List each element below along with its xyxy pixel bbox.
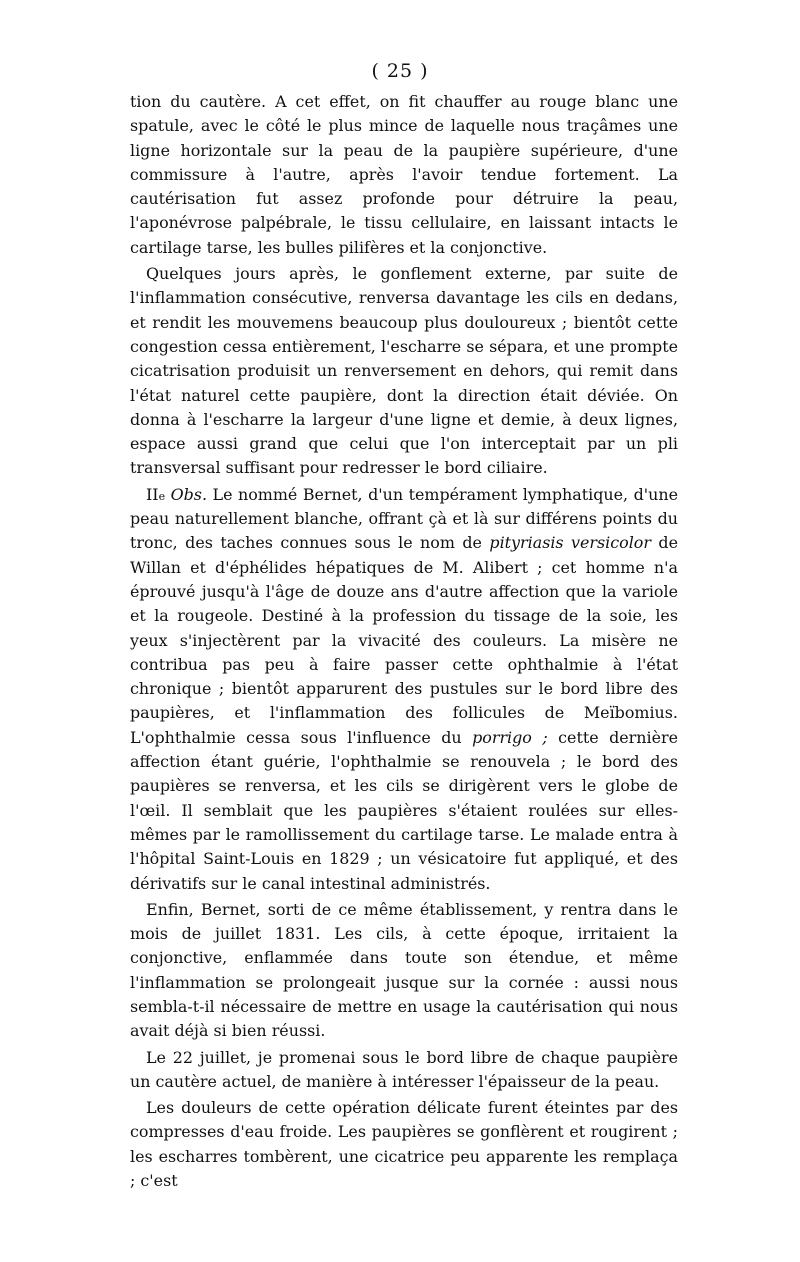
paragraph-1: tion du cautère. A cet effet, on fit chauffer au rouge blanc une spatule, avec le côté le plus mince de laquelle nous traçâmes une ligne horizontale sur la peau de la paupière supérieure, d'une commissure à l'autre, après l'avoir tendue fortement. La cautérisation fut assez profonde pour détruire la peau, l'aponévrose palpébrale, le tissu cellulaire, en laissant intacts le cartilage tarse, les bulles pilifères et la conjonctive.	[130, 92, 678, 257]
paragraph-3-text-b: de Willan et d'éphélides hépatiques de M. Alibert ; cet homme n'a éprouvé jusqu'à l'âge de douze ans d'autre affection que la variole et la rougeole. Destiné à la profession du tissage de la soie, les yeux s'injectèrent par la vivacité des couleurs. La misère ne contribua pas peu à faire passer cette ophthalmie à l'état chronique ; bientôt apparurent des pustules sur le bord libre des paupières, et l'inflammation des follicules de Meïbomius. L'ophthalmie cessa sous l'influence du	[130, 533, 678, 747]
pityriasis-term: pityriasis versicolor	[489, 533, 651, 553]
paragraph-5: Le 22 juillet, je promenai sous le bord libre de chaque paupière un cautère actuel, de manière à intéresser l'épaisseur de la peau.	[130, 1047, 678, 1091]
paragraph-3-text-c: cette dernière affection étant guérie, l'ophthalmie se renouvela ; le bord des paupières se renversa, et les cils se dirigèrent vers le globe de l'œil. Il semblait que les paupières s'étaient roulées sur elles-mêmes par le ramollissement du cartilage tarse. Le malade entra à l'hôpital Saint-Louis en 1829 ; un vésicatoire fut appliqué, et des dérivatifs sur le canal intestinal administrés.	[130, 727, 678, 893]
paragraph-3-text-a: Le nommé Bernet, d'un tempérament lymphatique, d'une peau naturellement blanche, offrant çà et là sur différens points du tronc, des taches connues sous le nom de	[130, 484, 678, 553]
observation-number: II	[146, 484, 159, 504]
paragraph-6: Les douleurs de cette opération délicate furent éteintes par des compresses d'eau froide. Les paupières se gonflèrent et rougirent ; les escharres tombèrent, une cicatrice peu apparente les remplaça ; c'est	[130, 1098, 678, 1191]
observation-label: Obs.	[170, 484, 207, 504]
porrigo-term: porrigo ;	[472, 727, 548, 747]
paragraph-4: Enfin, Bernet, sorti de ce même établissement, y rentra dans le mois de juillet 1831. Les cils, à cette époque, irritaient la conjonctive, enflammée dans toute son étendue, et même l'inflammation se prolongeait jusque sur la cornée : aussi nous sembla-t-il nécessaire de mettre en usage la cautérisation qui nous avait déjà si bien réussi.	[130, 899, 678, 1041]
paragraph-3-observation	[130, 483, 678, 896]
page-number: ( 25 )	[371, 60, 429, 82]
observation-superscript: e	[158, 489, 166, 503]
paragraph-2: Quelques jours après, le gonflement externe, par suite de l'inflammation consécutive, renversa davantage les cils en dedans, et rendit les mouvemens beaucoup plus douloureux ; bientôt cette congestion cessa entièrement, l'escharre se sépara, et une prompte cicatrisation produisit un renversement en dehors, qui remit dans l'état naturel cette paupière, dont la direction était déviée. On donna à l'escharre la largeur d'une ligne et demie, à deux lignes, espace aussi grand que celui que l'on interceptait par un pli transversal suffisant pour redresser le bord ciliaire.	[130, 264, 678, 478]
body-text	[130, 90, 678, 1195]
